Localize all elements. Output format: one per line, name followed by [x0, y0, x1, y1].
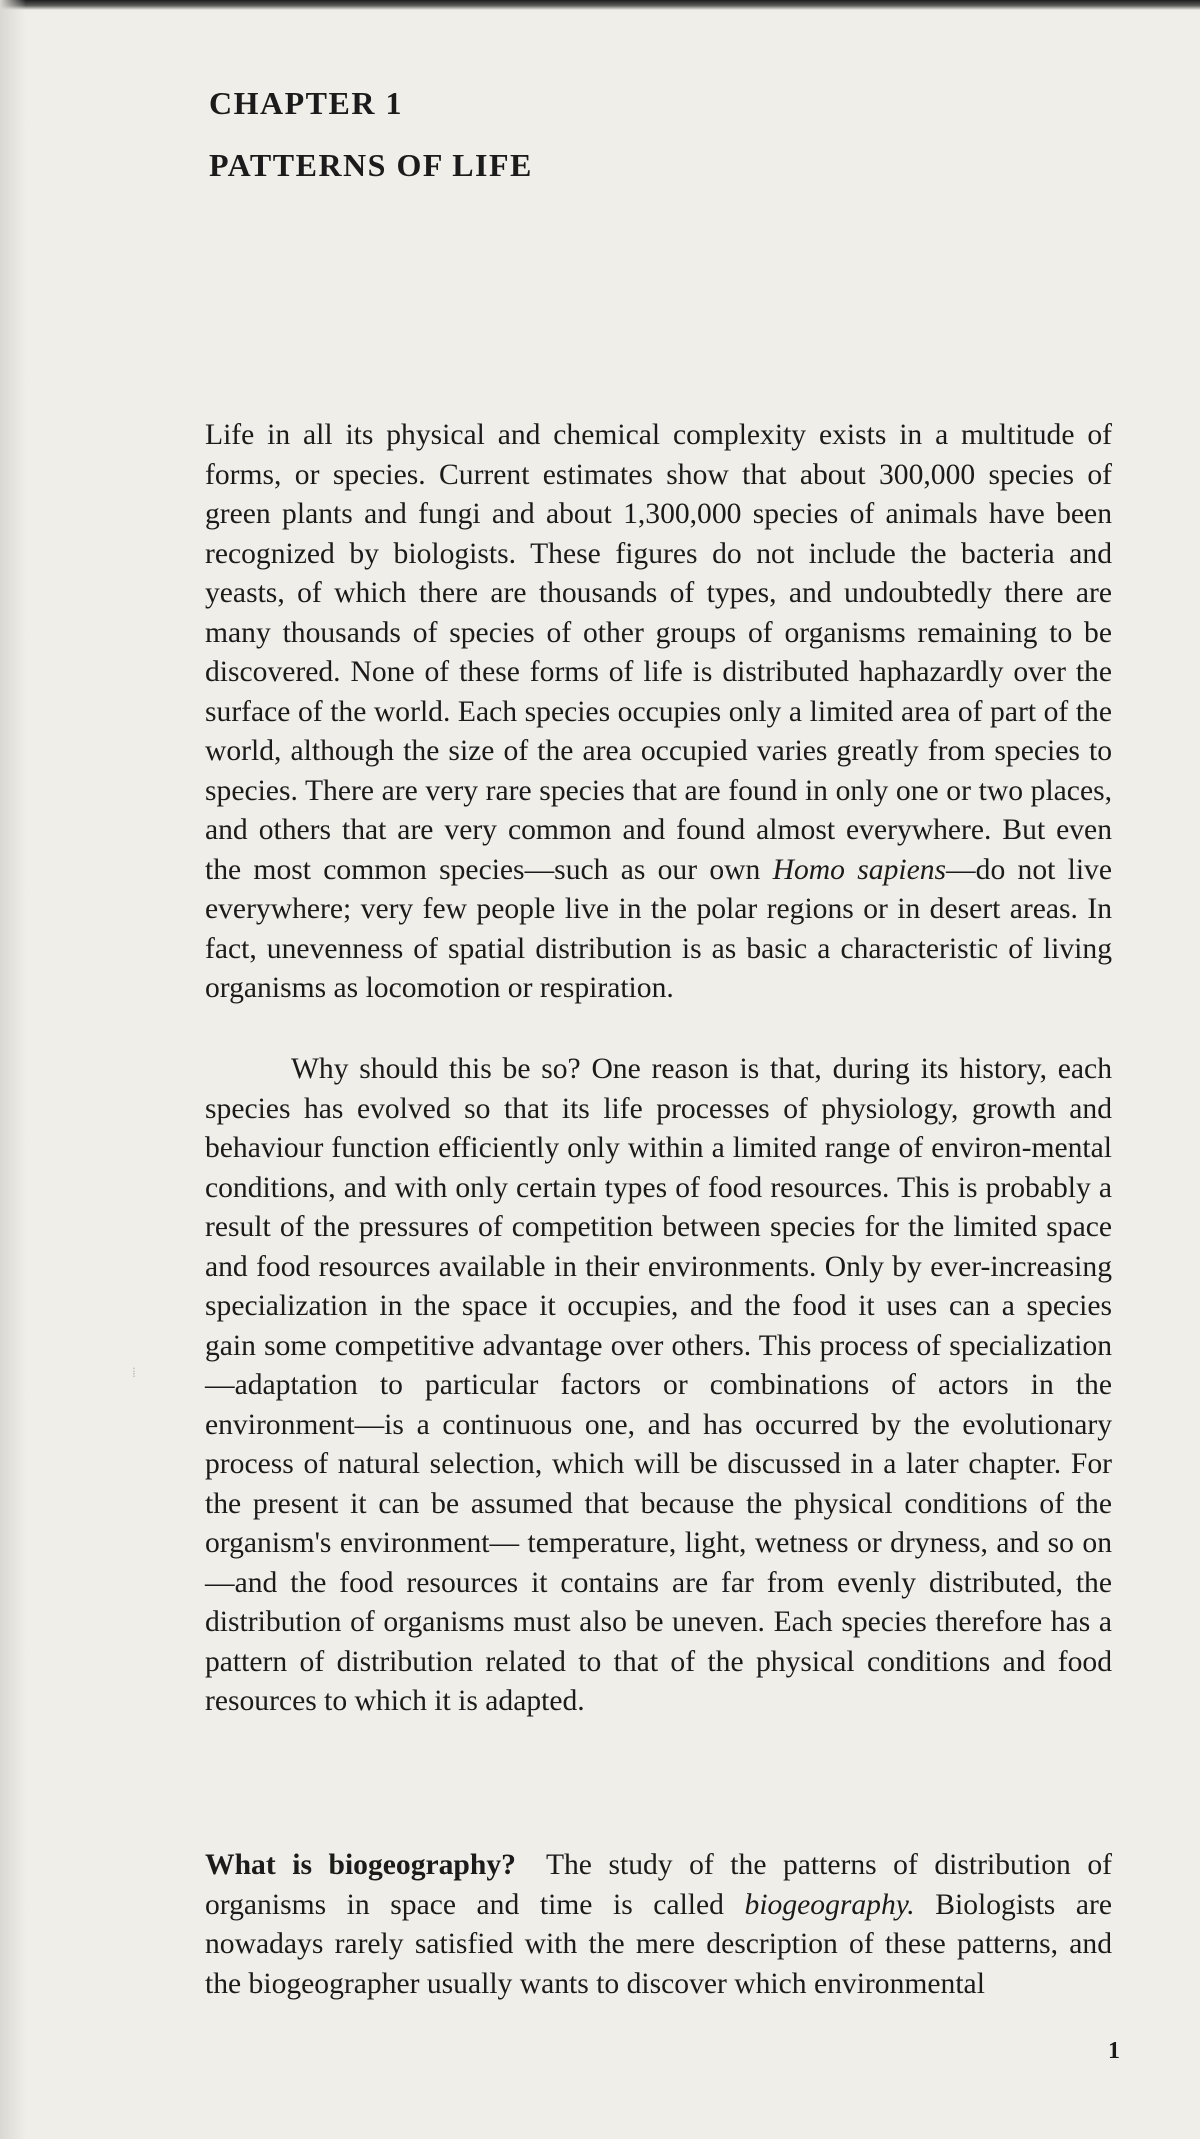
species-name: Homo sapiens [772, 853, 947, 886]
binding-shadow [0, 0, 26, 2139]
chapter-label: CHAPTER 1 [209, 85, 403, 121]
paragraph-3-rest: Biologists are nowadays rarely satisfied with the mere description of these patterns, and the biogeographer usually wants to discover which environmental [205, 1888, 1113, 2000]
paragraph-1 [205, 416, 1112, 1009]
chapter-title: PATTERNS OF LIFE [209, 147, 533, 183]
paragraph-1-text: Life in all its physical and chemical complexity exists in a multitude of forms, or species. Current estimates show that about 300,000 species of green plants and fungi and about 1,300,000 species of animals have been recognized by biologists. These figures do not include the bacteria and yeasts, of which there are thousands of types, and undoubtedly there are many thousands of species of other groups of organisms remaining to be discovered. None of these forms of life is distributed haphazardly over the surface of the world. Each species occupies only a limited area of part of the world, although the size of the area occupied varies greatly from species to species. There are very rare species that are found in only one or two places, and others that are very common and found almost everywhere. But even the most common species—such as our own [205, 419, 1112, 886]
paragraph-1-rest: —do not live everywhere; very few people live in the polar regions or in desert areas. In fact, unevenness of spatial distribution is as basic a characteristic of living organisms as locomotion or respiration. [205, 853, 1112, 1004]
section-heading: What is biogeography? [205, 1849, 516, 1881]
term-biogeography: biogeography. [744, 1888, 915, 1921]
margin-mark: ⁞ [132, 1366, 136, 1381]
paragraph-3-text: The study of the patterns of distribution of organisms in space and time is called [205, 1849, 1112, 1921]
paragraph-3 [205, 1846, 1112, 2004]
paragraph-2: Why should this be so? One reason is that, during its history, each species has evolved so that its life processes of physiology, growth and behaviour function efficiently only within a limited range of environ-mental conditions, and with only certain types of food resources. This is probably a result of the pressures of competition between species for the limited space and food resources available in their environments. Only by ever-increasing specialization in the space it occupies, and the food it uses can a species gain some competitive advantage over others. This process of specialization—adaptation to particular factors or combinations of actors in the environment—is a continuous one, and has occurred by the evolutionary process of natural selection, which will be discussed in a later chapter. For the present it can be assumed that because the physical conditions of the organism's environment— temperature, light, wetness or dryness, and so on—and the food resources it contains are far from evenly distributed, the distribution of organisms must also be uneven. Each species therefore has a pattern of distribution related to that of the physical conditions and food resources to which it is adapted. [205, 1053, 1112, 1717]
page-number: 1 [1108, 2038, 1120, 2064]
page-top-edge [0, 0, 1200, 10]
